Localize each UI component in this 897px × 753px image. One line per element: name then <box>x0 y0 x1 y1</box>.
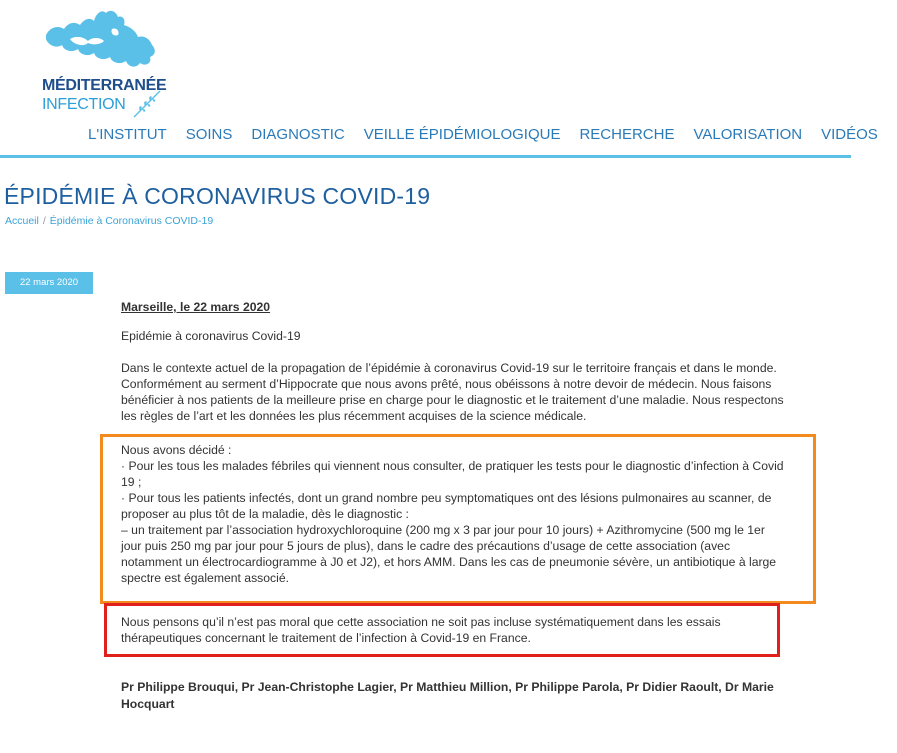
text-line: spectre est également associé. <box>121 571 290 585</box>
text-line: Nous pensons qu’il n’est pas moral que cette association ne soit pas incluse systématiquement dans les essais <box>121 615 721 629</box>
breadcrumb-home-link[interactable]: Accueil <box>5 215 39 227</box>
text-line: · Pour les tous les malades fébriles qui viennent nous consulter, de pratiquer les tests pour le diagnostic d’infection à Covid <box>121 459 784 473</box>
nav-item-institut[interactable]: L'INSTITUT <box>88 126 167 143</box>
text-line: Nous avons décidé : <box>121 443 232 457</box>
nav-item-diagnostic[interactable]: DIAGNOSTIC <box>251 126 345 143</box>
text-line: 19 ; <box>121 475 142 489</box>
text-line: Conformément au serment d’Hippocrate que nous avons prêté, nous obéissons à notre devoir de médecin. Nous faisons <box>121 377 772 391</box>
mediterranean-map-logo-icon <box>40 5 170 80</box>
text-line: Hocquart <box>121 697 175 711</box>
text-line: jour puis 250 mg par jour pour 5 jours de plus), dans le cadre des précautions d’usage de cette association (avec <box>121 539 731 553</box>
nav-item-valorisation[interactable]: VALORISATION <box>693 126 803 143</box>
article-place-date: Marseille, le 22 mars 2020 <box>121 300 271 314</box>
text-line: notamment un électrocardiogramme à J0 et J2), et hors AMM. Dans les cas de pneumonie sévère, un antibiotique à large <box>121 555 777 569</box>
logo-text-mediterranee: MÉDITERRANÉE <box>42 77 167 94</box>
site-header <box>0 0 878 158</box>
article-decision-paragraph <box>121 442 811 586</box>
leaf-branch-icon <box>132 89 162 119</box>
nav-divider <box>0 155 851 158</box>
nav-item-recherche[interactable]: RECHERCHE <box>579 126 675 143</box>
text-line: – un traitement par l’association hydroxychloroquine (200 mg x 3 par jour pour 10 jours) + Azithromycine (500 mg le 1er <box>121 523 765 537</box>
main-navigation <box>88 126 897 146</box>
breadcrumb-separator: / <box>42 215 46 227</box>
nav-item-soins[interactable]: SOINS <box>185 126 233 143</box>
site-logo[interactable] <box>40 5 170 120</box>
text-line: Pr Philippe Brouqui, Pr Jean-Christophe Lagier, Pr Matthieu Million, Pr Philippe Parola, Pr Didier Raoult, Dr Marie <box>121 680 774 694</box>
nav-item-videos[interactable]: VIDÉOS <box>821 126 878 143</box>
article-authors <box>121 679 811 713</box>
text-line: bénéficier à nos patients de la meilleure prise en charge pour le diagnostic et le traitement d’une maladie. Nous respectons <box>121 393 784 407</box>
page-title: ÉPIDÉMIE À CORONAVIRUS COVID-19 <box>4 183 431 209</box>
logo-text-infection: INFECTION <box>42 96 126 113</box>
text-line: Dans le contexte actuel de la propagation de l’épidémie à coronavirus Covid-19 sur le territoire français et dans le monde. <box>121 361 777 375</box>
article-intro-paragraph <box>121 360 811 424</box>
text-line: · Pour tous les patients infectés, dont un grand nombre peu symptomatiques ont des lésions pulmonaires au scanner, de <box>121 491 772 505</box>
article-subject: Epidémie à coronavirus Covid-19 <box>121 329 301 343</box>
text-line: thérapeutiques concernant le traitement de l’infection à Covid-19 en France. <box>121 631 531 645</box>
nav-item-veille-epidemiologique[interactable]: VEILLE ÉPIDÉMIOLOGIQUE <box>363 126 561 143</box>
article-moral-paragraph <box>121 614 776 646</box>
text-line: proposer au plus tôt de la maladie, dès le diagnostic : <box>121 507 409 521</box>
post-date-badge: 22 mars 2020 <box>5 272 93 294</box>
text-line: les règles de l’art et les données les plus récemment acquises de la science médicale. <box>121 409 587 423</box>
breadcrumb <box>5 215 213 227</box>
breadcrumb-current[interactable]: Épidémie à Coronavirus COVID-19 <box>49 215 214 227</box>
